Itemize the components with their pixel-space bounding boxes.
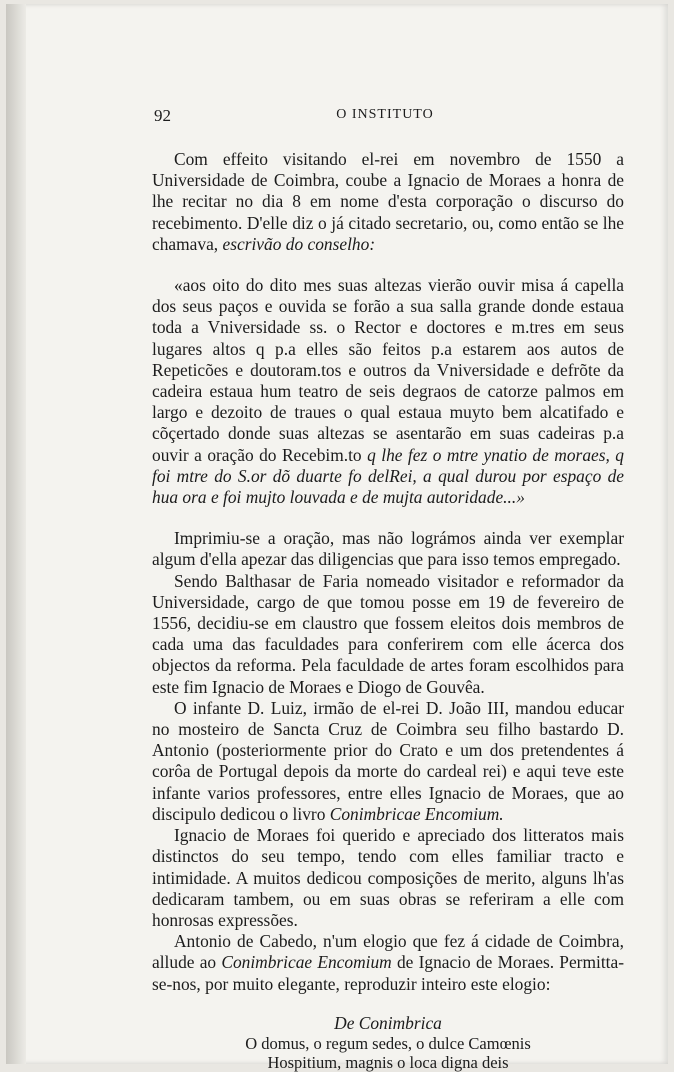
book-page	[6, 4, 668, 1072]
running-title: O INSTITUTO	[336, 107, 434, 122]
page-header	[146, 104, 624, 128]
body-text	[152, 149, 624, 1072]
book-title: Conimbricae Encomium	[221, 952, 392, 973]
page-gutter-shadow	[6, 4, 26, 1064]
poem-title: De Conimbrica	[334, 1012, 442, 1033]
quotation: «aos oito do dito mes suas altezas vierão ouvir misa á capella dos seus paços e ouvida se forão a sua salla grande donde estaua toda a Vniversidade ss. o Rector e doctores e m.tres em seus lugares altos q p.a elles são feitos p.a estarem aos autos de Repeticões e doutoram.tos e outros da Vniversidade e defrõte da cadeira estaua hum teatro de seis degraos de catorze palmos em largo e dezoito de traues o qual estaua muyto bem alcatifado e cõçertado donde suas altezas se asentarão em suas cadeiras p.a ouvir a oração do Recebim.to q lhe fez o mtre ynatio de moraes, q foi mtre do S.or dõ duarte fo delRei, a qual durou por espaço de hua ora e foi mujto louvada e de mujta autoridade...»	[152, 275, 624, 508]
quotation-italic: q lhe fez o mtre ynatio de moraes, q foi mtre do S.or dõ duarte fo delRei, a qual durou por espaço de hua ora e foi mujto louvada e de mujta autoridade...»	[152, 444, 624, 508]
page-number: 92	[154, 106, 171, 125]
paragraph-5: Ignacio de Moraes foi querido e apreciado dos litteratos mais distinctos do seu tempo, tendo com elles familiar tracto e intimidade. A muitos dedicou composições de merito, alguns lh'as dedicaram tambem, ou em suas obras se referiram a elle com honrosas expressões.	[152, 825, 624, 930]
paragraph-4: O infante D. Luiz, irmão de el-rei D. João III, mandou educar no mosteiro de Sancta Cruz de Coimbra seu filho bastardo D. Antonio (posteriormente prior do Crato e um dos pretendentes á corôa de Portugal depois da morte do cardeal rei) e aqui teve este infante varios professores, entre elles Ignacio de Moraes, que ao discipulo dedicou o livro Conimbricae Encomium.	[152, 697, 624, 824]
paragraph-6: Antonio de Cabedo, n'um elogio que fez á cidade de Coimbra, allude ao Conimbricae Encomium de Ignacio de Moraes. Permitta-se-nos, por muito elegante, reproduzir inteiro este elogio:	[152, 931, 624, 994]
paragraph-2: Imprimiu-se a oração, mas não lográmos ainda ver exemplar algum d'ella apezar das diligencias que para isso temos empregado.	[152, 528, 624, 570]
poem-line: O domus, o regum sedes, o dulce Camœnis	[245, 1033, 531, 1053]
poem-line: Hospitium, magnis o loca digna deis	[267, 1052, 509, 1072]
paragraph-1: Com effeito visitando el-rei em novembro de 1550 a Universidade de Coimbra, coube a Ignacio de Moraes a honra de lhe recitar no dia 8 em nome d'esta corporação o discurso do recebimento. D'elle diz o já citado secretario, ou, como então se lhe chamava, escrivão do conselho:	[152, 149, 624, 254]
italic-phrase: escrivão do conselho:	[222, 233, 376, 254]
paragraph-3: Sendo Balthasar de Faria nomeado visitador e reformador da Universidade, cargo de que tomou posse em 19 de fevereiro de 1556, decidiu-se em claustro que fossem eleitos dois membros de cada uma das faculdades para conferirem com elle ácerca dos objectos da reforma. Pela faculdade de artes foram escolhidos para este fim Ignacio de Moraes e Diogo de Gouvêa.	[152, 570, 624, 697]
book-title: Conimbricae Encomium.	[329, 803, 504, 824]
